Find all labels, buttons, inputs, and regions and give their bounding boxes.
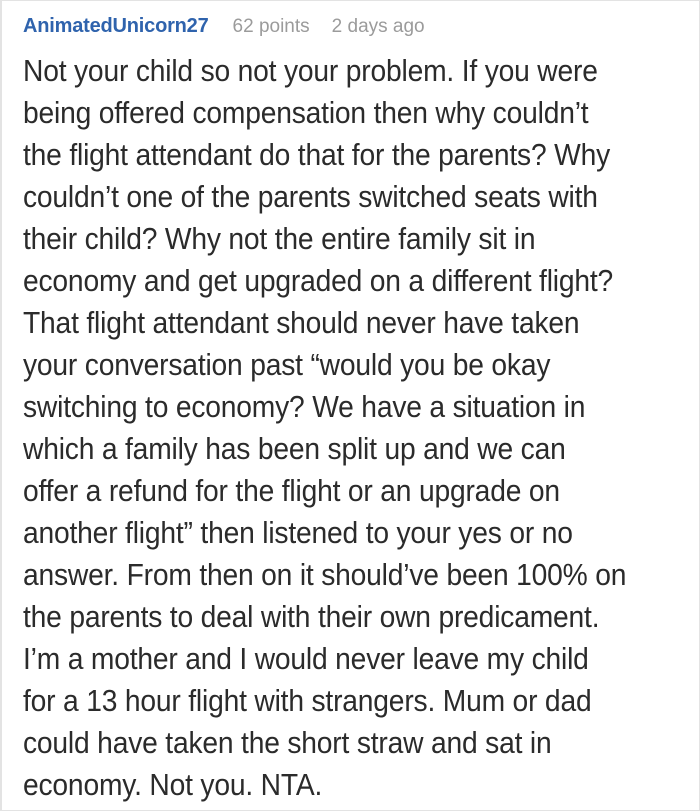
comment-body <box>23 50 682 806</box>
comment-line: economy and get upgraded on a different flight? <box>23 263 614 298</box>
comment-line: Not your child so not your problem. If you were <box>23 53 598 88</box>
comment-timestamp: 2 days ago <box>331 16 425 37</box>
comment-author[interactable]: AnimatedUnicorn27 <box>23 15 209 37</box>
comment-line: for a 13 hour flight with strangers. Mum or dad <box>23 683 592 718</box>
comment-line: their child? Why not the entire family sit in <box>23 221 536 256</box>
comment-line: couldn’t one of the parents switched seats with <box>23 179 598 214</box>
comment-points: 62 points <box>232 16 310 37</box>
comment-line: the parents to deal with their own predicament. <box>23 599 600 634</box>
comment-line: the flight attendant do that for the parents? Why <box>23 137 611 172</box>
comment-line: That flight attendant should never have taken <box>23 305 580 340</box>
comment-header <box>23 15 681 38</box>
comment-line: switching to economy? We have a situation in <box>23 389 586 424</box>
comment-line: economy. Not you. NTA. <box>23 767 323 802</box>
comment-line: answer. From then on it should’ve been 100% on <box>23 557 627 592</box>
comment-line: I’m a mother and I would never leave my child <box>23 641 589 676</box>
comment-line: your conversation past “would you be okay <box>23 347 551 382</box>
comment-line: another flight” then listened to your yes or no <box>23 515 573 550</box>
comment-line: could have taken the short straw and sat in <box>23 725 552 760</box>
comment-line: which a family has been split up and we can <box>23 431 566 466</box>
comment-line: being offered compensation then why couldn’t <box>23 95 589 130</box>
comment-line: offer a refund for the flight or an upgrade on <box>23 473 560 508</box>
